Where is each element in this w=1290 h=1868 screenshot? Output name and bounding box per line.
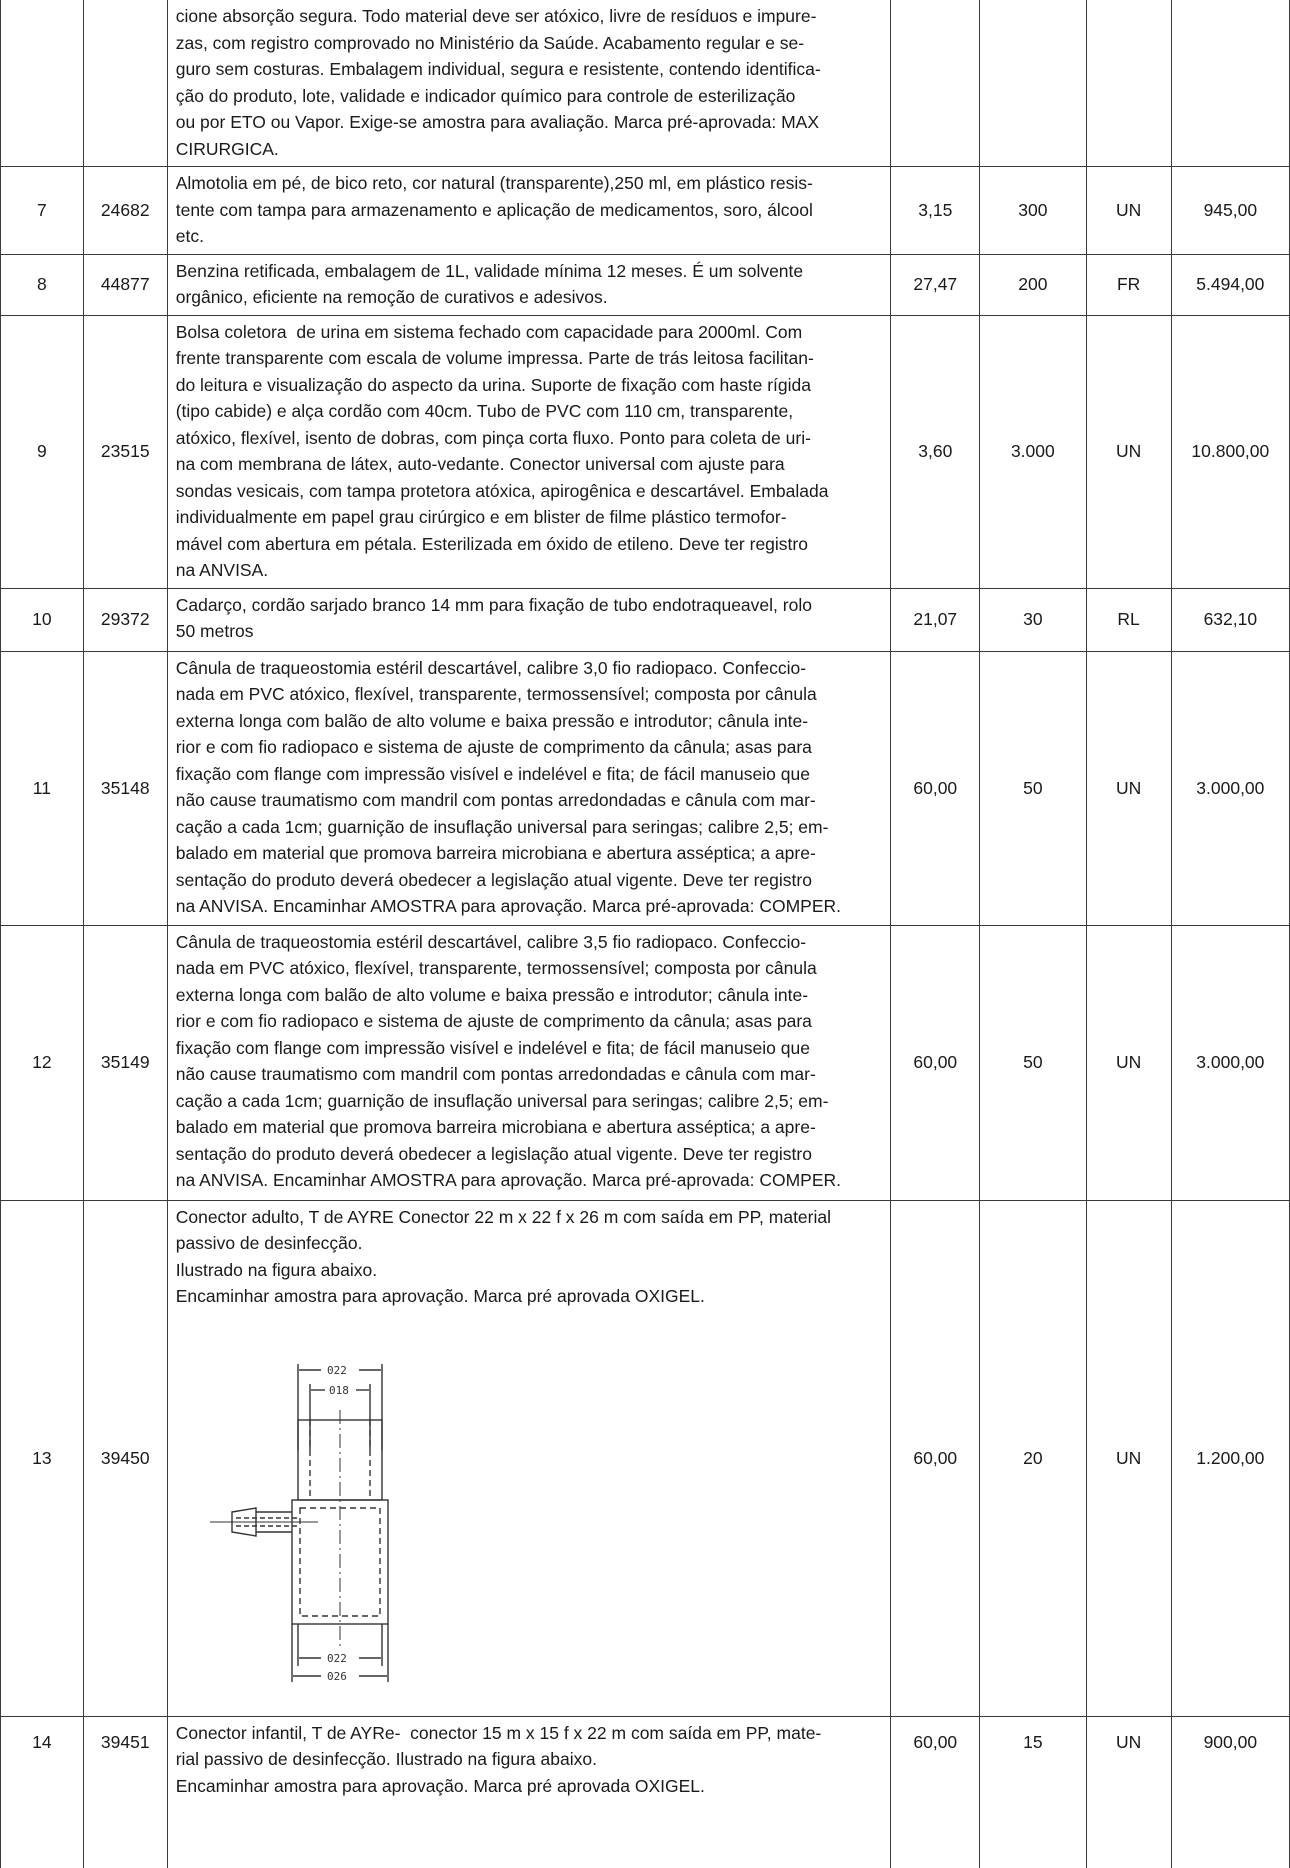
description-line: Cânula de traqueostomia estéril descartável, calibre 3,0 fio radiopaco. Confeccio- xyxy=(175,657,807,678)
description-line: na com membrana de látex, auto-vedante. Conector universal com ajuste para xyxy=(175,454,785,474)
description-line: não cause traumatismo com mandril com pontas arredondadas e cânula com mar- xyxy=(175,1064,816,1084)
item-description xyxy=(167,925,891,1200)
total-value: 3.000,00 xyxy=(1171,651,1289,925)
total-value: 900,00 xyxy=(1171,1716,1289,1868)
description-line: Benzina retificada, embalagem de 1L, validade mínima 12 meses. É um solvente xyxy=(175,260,804,281)
quantity: 300 xyxy=(980,167,1086,255)
description-line: 50 metros xyxy=(175,621,254,641)
total-value xyxy=(1171,0,1289,167)
item-code: 24682 xyxy=(83,167,167,255)
item-description xyxy=(167,651,891,925)
description-line: CIRURGICA. xyxy=(175,138,279,159)
description-line: nada em PVC atóxico, flexível, transparente, termossensível; composta por cânula xyxy=(175,958,817,978)
description-line: na ANVISA. Encaminhar AMOSTRA para aprovação. Marca pré-aprovada: COMPER. xyxy=(175,1170,842,1190)
item-number: 14 xyxy=(1,1716,84,1868)
description-line: na ANVISA. xyxy=(175,560,269,580)
description-line: balado em material que promova barreira microbiana e abertura asséptica; a apre- xyxy=(175,1117,816,1137)
table-row xyxy=(1,254,1290,315)
quantity: 200 xyxy=(980,254,1086,315)
item-number: 11 xyxy=(1,651,84,925)
item-description xyxy=(167,1716,891,1868)
table-row xyxy=(1,588,1290,651)
unit: UN xyxy=(1086,167,1171,255)
unit-price: 27,47 xyxy=(891,254,980,315)
item-code xyxy=(83,0,167,167)
dimension-label: 018 xyxy=(328,1383,349,1397)
description-line: Ilustrado na figura abaixo. xyxy=(175,1259,378,1280)
quantity: 50 xyxy=(980,651,1086,925)
dimension-label: 026 xyxy=(326,1669,347,1683)
table-row xyxy=(1,0,1290,167)
description-line: zas, com registro comprovado no Ministério da Saúde. Acabamento regular e se- xyxy=(175,32,805,53)
description-line: na ANVISA. Encaminhar AMOSTRA para aprovação. Marca pré-aprovada: COMPER. xyxy=(175,896,842,916)
unit: FR xyxy=(1086,254,1171,315)
total-value: 945,00 xyxy=(1171,167,1289,255)
total-value: 632,10 xyxy=(1171,588,1289,651)
unit-price xyxy=(891,0,980,167)
item-description xyxy=(167,315,891,588)
description-line: Almotolia em pé, de bico reto, cor natural (transparente),250 ml, em plástico resis- xyxy=(175,173,813,193)
item-number: 10 xyxy=(1,588,84,651)
description-line: orgânico, eficiente na remoção de curativos e adesivos. xyxy=(175,287,608,307)
description-line: Cadarço, cordão sarjado branco 14 mm para fixação de tubo endotraqueavel, rolo xyxy=(175,594,812,615)
table-row xyxy=(1,1200,1290,1716)
description-line: externa longa com balão de alto volume e baixa pressão e introdutor; cânula inte- xyxy=(175,984,809,1005)
total-value: 1.200,00 xyxy=(1171,1200,1289,1716)
description-line: Bolsa coletora de urina em sistema fechado com capacidade para 2000ml. Com xyxy=(175,321,803,342)
item-number: 13 xyxy=(1,1200,84,1716)
item-description xyxy=(167,1200,891,1716)
description-line: etc. xyxy=(175,226,204,246)
quantity: 30 xyxy=(980,588,1086,651)
quantity: 3.000 xyxy=(980,315,1086,588)
description-line: (tipo cabide) e alça cordão com 40cm. Tubo de PVC com 110 cm, transparente, xyxy=(175,401,794,421)
item-number xyxy=(1,0,84,167)
table-row xyxy=(1,925,1290,1200)
description-line: Encaminhar amostra para aprovação. Marca pré aprovada OXIGEL. xyxy=(175,1286,705,1306)
table-row xyxy=(1,1716,1290,1868)
item-number: 9 xyxy=(1,315,84,588)
description-line: atóxico, flexível, isento de dobras, com pinça corta fluxo. Ponto para coleta de uri- xyxy=(175,427,811,448)
item-code: 35148 xyxy=(83,651,167,925)
dimension-label: 022 xyxy=(326,1363,347,1377)
item-number: 12 xyxy=(1,925,84,1200)
item-code: 39450 xyxy=(83,1200,167,1716)
description-line: sentação do produto deverá obedecer a legislação atual vigente. Deve ter registro xyxy=(175,1143,812,1164)
description-line: cação a cada 1cm; guarnição de insuflação universal para seringas; calibre 2,5; em- xyxy=(175,1090,829,1111)
description-line: mável com abertura em pétala. Esterilizada em óxido de etileno. Deve ter registro xyxy=(175,533,808,554)
unit-price: 60,00 xyxy=(891,925,980,1200)
unit-price: 60,00 xyxy=(891,651,980,925)
unit xyxy=(1086,0,1171,167)
description-line: Conector adulto, T de AYRE Conector 22 m x 22 f x 26 m com saída em PP, material xyxy=(175,1206,831,1227)
table-row xyxy=(1,651,1290,925)
description-line: externa longa com balão de alto volume e baixa pressão e introdutor; cânula inte- xyxy=(175,710,809,731)
t-connector-diagram xyxy=(206,1360,446,1686)
description-line: Encaminhar amostra para aprovação. Marca pré aprovada OXIGEL. xyxy=(175,1775,705,1796)
description-line: rior e com fio radiopaco e sistema de ajuste de comprimento da cânula; asas para xyxy=(175,1011,812,1031)
unit: UN xyxy=(1086,651,1171,925)
description-line: cação a cada 1cm; guarnição de insuflação universal para seringas; calibre 2,5; em- xyxy=(175,816,829,837)
table-row xyxy=(1,315,1290,588)
unit: UN xyxy=(1086,1716,1171,1868)
description-line: tente com tampa para armazenamento e aplicação de medicamentos, soro, álcool xyxy=(175,199,813,220)
unit-price: 60,00 xyxy=(891,1716,980,1868)
quantity: 50 xyxy=(980,925,1086,1200)
description-line: fixação com flange com impressão visível e indelével e fita; de fácil manuseio que xyxy=(175,1037,810,1058)
description-line: sentação do produto deverá obedecer a legislação atual vigente. Deve ter registro xyxy=(175,869,812,890)
item-code: 29372 xyxy=(83,588,167,651)
item-code: 23515 xyxy=(83,315,167,588)
description-line: não cause traumatismo com mandril com pontas arredondadas e cânula com mar- xyxy=(175,790,816,810)
quantity xyxy=(980,0,1086,167)
item-description xyxy=(167,588,891,651)
description-line: passivo de desinfecção. xyxy=(175,1233,363,1253)
unit-price: 60,00 xyxy=(891,1200,980,1716)
item-description xyxy=(167,167,891,255)
unit-price: 21,07 xyxy=(891,588,980,651)
total-value: 3.000,00 xyxy=(1171,925,1289,1200)
item-code: 44877 xyxy=(83,254,167,315)
description-line: ção do produto, lote, validade e indicador químico para controle de esterilização xyxy=(175,85,796,106)
unit: UN xyxy=(1086,315,1171,588)
item-number: 8 xyxy=(1,254,84,315)
item-description xyxy=(167,0,891,167)
unit-price: 3,60 xyxy=(891,315,980,588)
unit-price: 3,15 xyxy=(891,167,980,255)
item-code: 39451 xyxy=(83,1716,167,1868)
description-line: balado em material que promova barreira microbiana e abertura asséptica; a apre- xyxy=(175,843,816,863)
description-line: sondas vesicais, com tampa protetora atóxica, apirogênica e descartável. Embalada xyxy=(175,480,829,501)
description-line: frente transparente com escala de volume impressa. Parte de trás leitosa facilitan- xyxy=(175,348,814,368)
item-description xyxy=(167,254,891,315)
description-line: do leitura e visualização do aspecto da urina. Suporte de fixação com haste rígida xyxy=(175,374,811,395)
description-line: ou por ETO ou Vapor. Exige-se amostra para avaliação. Marca pré-aprovada: MAX xyxy=(175,112,820,132)
unit: UN xyxy=(1086,1200,1171,1716)
quantity: 15 xyxy=(980,1716,1086,1868)
description-line: rior e com fio radiopaco e sistema de ajuste de comprimento da cânula; asas para xyxy=(175,737,812,757)
table-row xyxy=(1,167,1290,255)
unit: RL xyxy=(1086,588,1171,651)
description-line: individualmente em papel grau cirúrgico e em blister de filme plástico termofor- xyxy=(175,507,787,527)
description-line: fixação com flange com impressão visível e indelével e fita; de fácil manuseio que xyxy=(175,763,810,784)
description-line: rial passivo de desinfecção. Ilustrado na figura abaixo. xyxy=(175,1749,597,1769)
item-number: 7 xyxy=(1,167,84,255)
item-code: 35149 xyxy=(83,925,167,1200)
dimension-label: 022 xyxy=(326,1651,347,1665)
description-line: nada em PVC atóxico, flexível, transparente, termossensível; composta por cânula xyxy=(175,684,817,704)
unit: UN xyxy=(1086,925,1171,1200)
total-value: 5.494,00 xyxy=(1171,254,1289,315)
description-line: Cânula de traqueostomia estéril descartável, calibre 3,5 fio radiopaco. Confeccio- xyxy=(175,931,807,952)
description-line: cione absorção segura. Todo material deve ser atóxico, livre de resíduos e impure- xyxy=(175,6,817,26)
total-value: 10.800,00 xyxy=(1171,315,1289,588)
description-line: Conector infantil, T de AYRe- conector 15 m x 15 f x 22 m com saída em PP, mate- xyxy=(175,1722,822,1743)
quantity: 20 xyxy=(980,1200,1086,1716)
description-line: guro sem costuras. Embalagem individual, segura e resistente, contendo identifica- xyxy=(175,59,821,79)
